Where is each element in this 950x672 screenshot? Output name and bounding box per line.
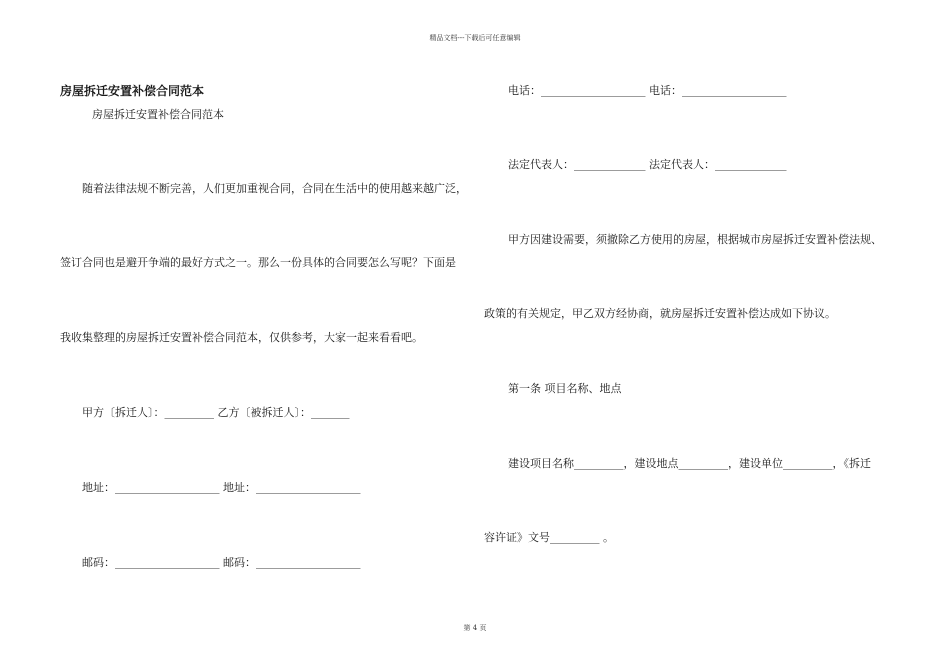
agreement-paragraph-line-2: 政策的有关规定，甲乙双方经协商，就房屋拆迁安置补偿达成如下协议。: [484, 307, 836, 320]
page-header: 精品文档---下载后可任意编辑: [429, 34, 521, 42]
legal-rep-fields-line: 法定代表人：_____________ 法定代表人：_____________: [508, 158, 787, 171]
intro-paragraph-line-1: 随着法律法规不断完善，人们更加重视合同，合同在生活中的使用越来越广泛，: [82, 182, 467, 195]
article-1-heading: 第一条 项目名称、地点: [508, 382, 622, 395]
document-subtitle: 房屋拆迁安置补偿合同范本: [92, 108, 224, 121]
address-fields-line: 地址：___________________ 地址：___________________: [82, 481, 361, 494]
page-number: 第 4 页: [463, 624, 487, 632]
postcode-fields-line: 邮码：___________________ 邮码：___________________: [82, 556, 361, 569]
phone-fields-line: 电话：___________________ 电话：___________________: [508, 84, 787, 97]
agreement-paragraph-line-1: 甲方因建设需要，须撤除乙方使用的房屋，根据城市房屋拆迁安置补偿法规、: [508, 233, 882, 246]
document-title: 房屋拆迁安置补偿合同范本: [60, 84, 205, 98]
intro-paragraph-line-2: 签订合同也是避开争端的最好方式之一。那么一份具体的合同要怎么写呢？下面是: [60, 256, 456, 269]
permit-number-line: 容许证》文号_________ 。: [484, 531, 614, 544]
party-fields-line: 甲方〔拆迁人〕：_________ 乙方〔被拆迁人〕：_______: [82, 406, 350, 419]
project-fields-line: 建设项目名称_________，建设地点_________，建设单位_________，《拆迁: [508, 457, 871, 470]
intro-paragraph-line-3: 我收集整理的房屋拆迁安置补偿合同范本，仅供参考，大家一起来看看吧。: [60, 331, 423, 344]
